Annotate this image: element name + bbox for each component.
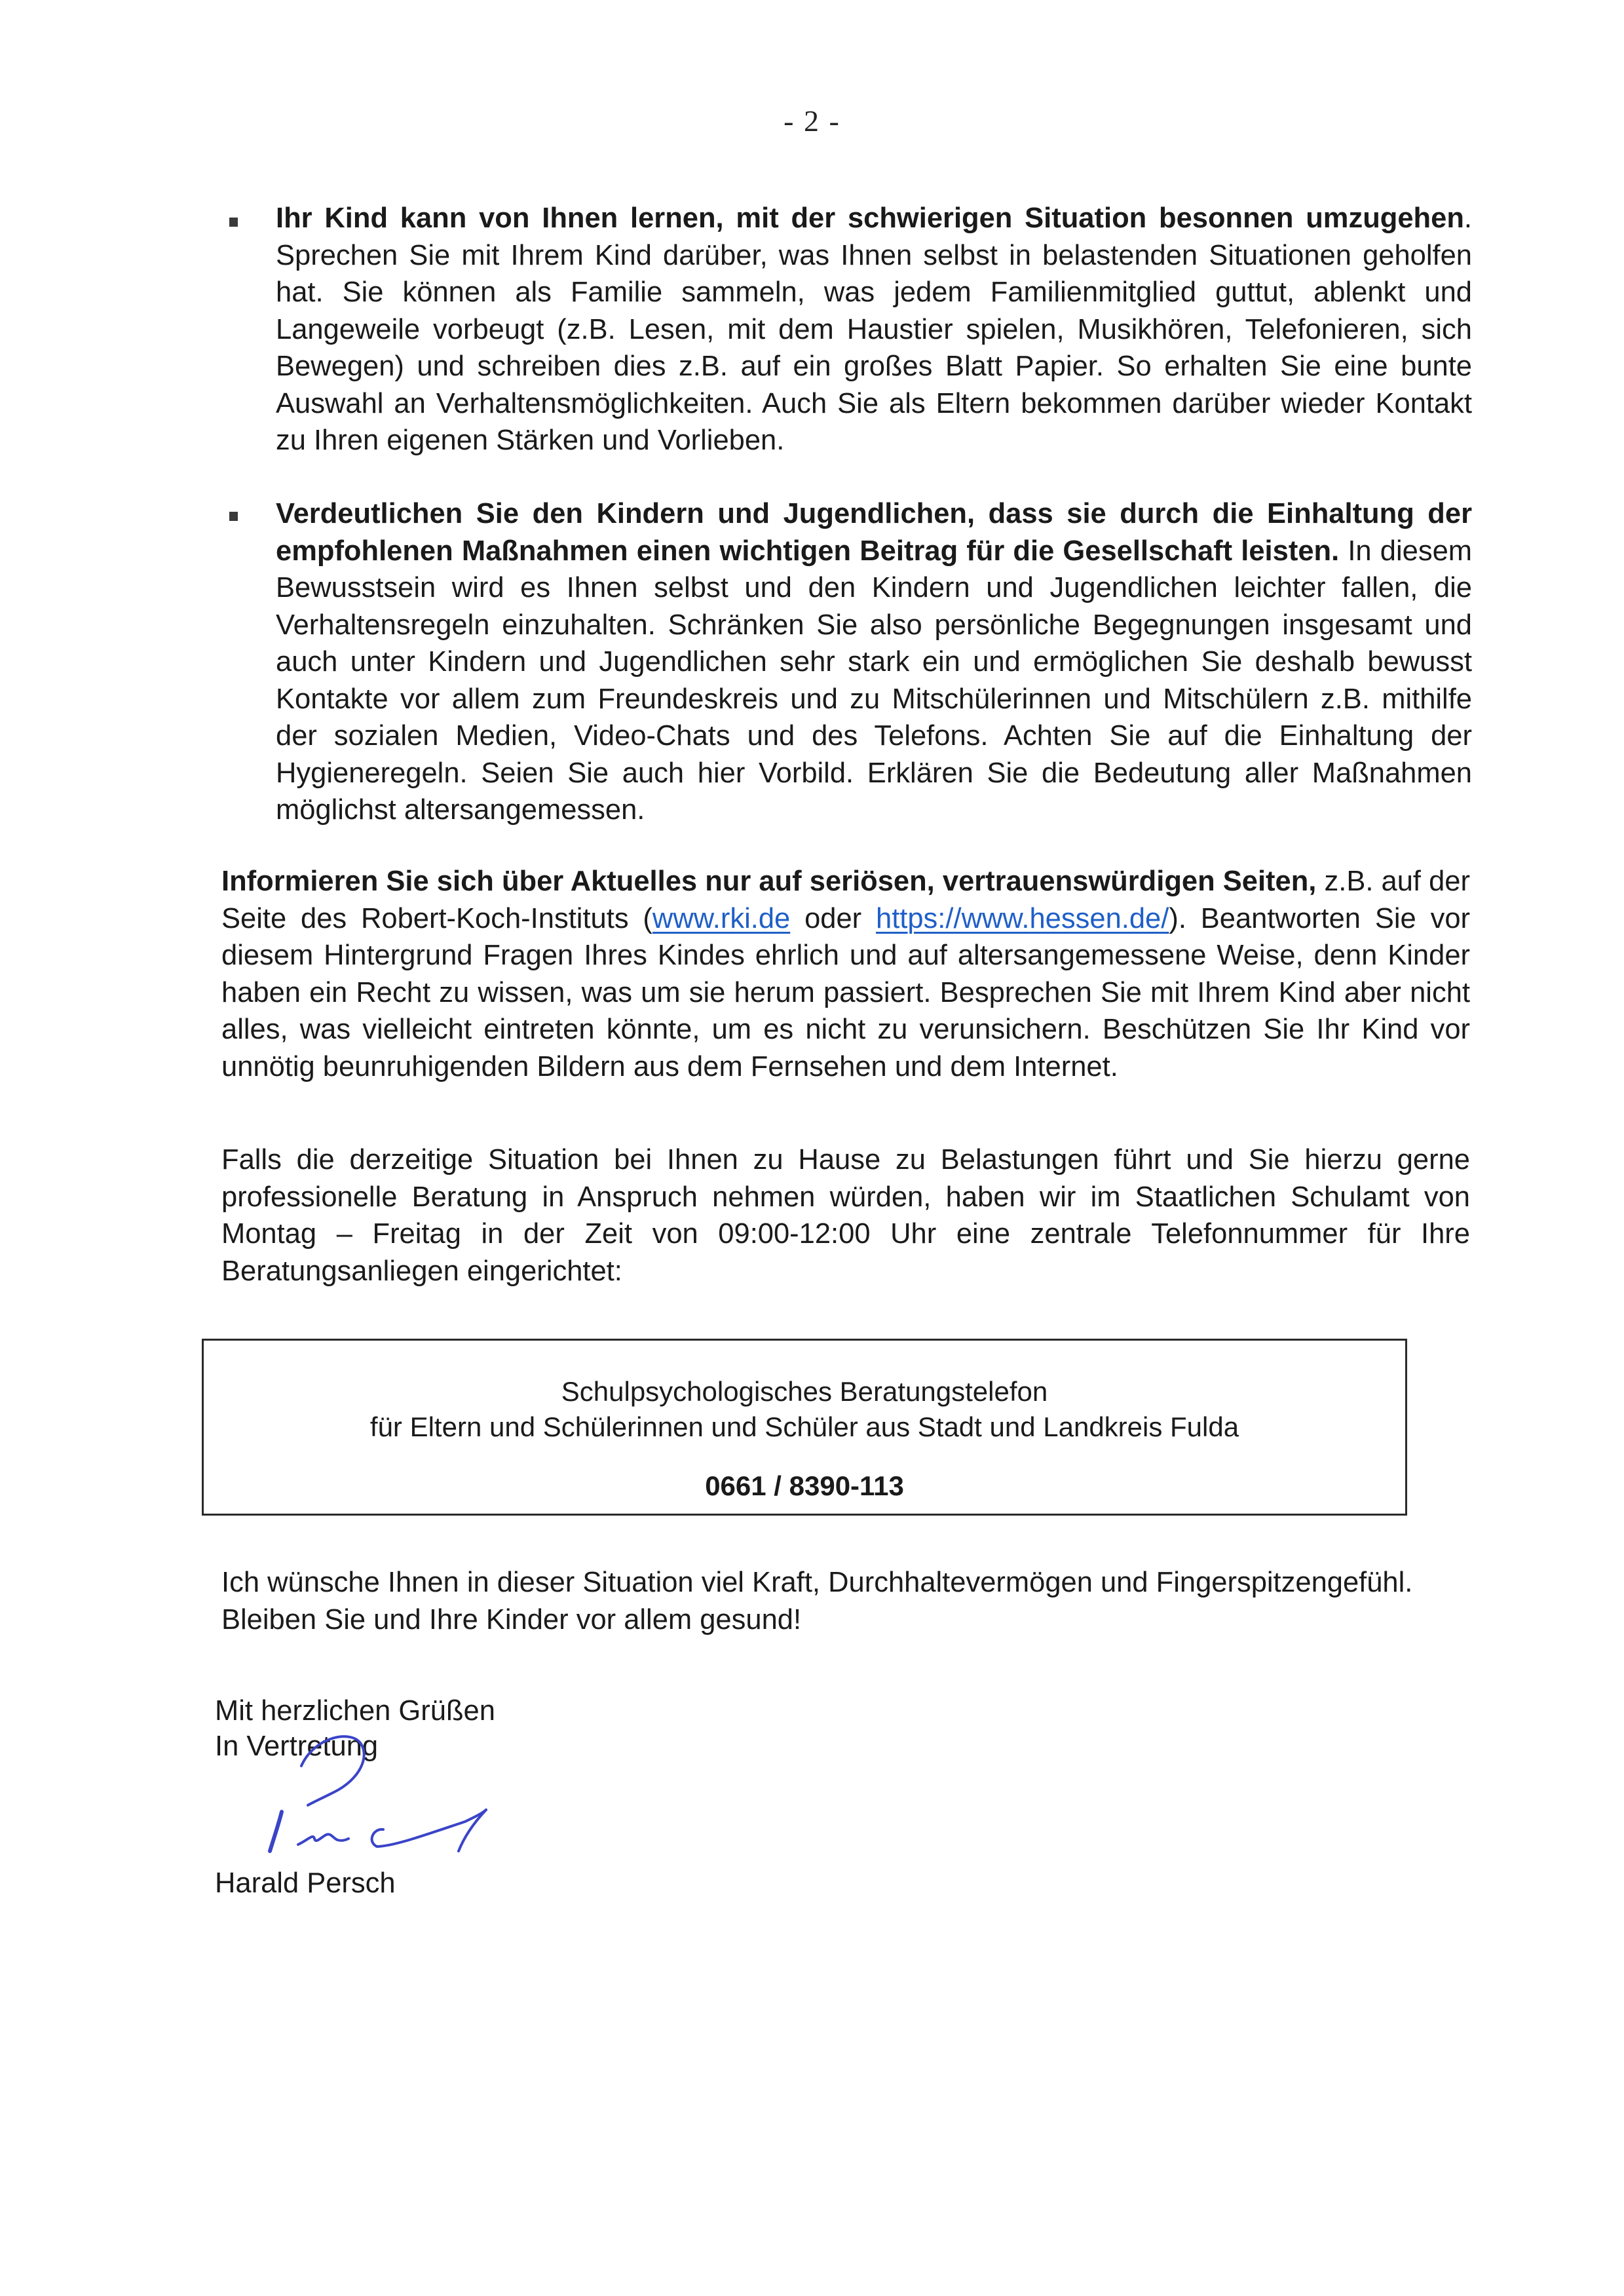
info-text-part: z.B. auf der Seite des Robert-Koch-Instituts ( — [221, 866, 1470, 934]
square-bullet-icon — [229, 512, 238, 521]
bullet-heading: Verdeutlichen Sie den Kindern und Jugendlichen, dass sie durch die Einhaltung der empfohlenen Maßnahmen einen wichtigen Beitrag für die Gesellschaft leisten. — [276, 498, 1472, 567]
bullet-text — [276, 495, 1472, 829]
hotline-title: Schulpsychologisches Beratungstelefon — [561, 1376, 1048, 1407]
hotline-box — [202, 1339, 1407, 1516]
bullet-heading: Ihr Kind kann von Ihnen lernen, mit der schwierigen Situation besonnen umzugehen — [276, 202, 1464, 234]
page-number: - 2 - — [784, 104, 840, 138]
bullet-item — [216, 495, 1474, 829]
bullet-item — [216, 200, 1474, 459]
info-text-part: oder — [790, 902, 876, 934]
rki-link[interactable]: www.rki.de — [652, 902, 791, 934]
hessen-link[interactable]: https://www.hessen.de/ — [876, 902, 1169, 934]
wish-text: Ich wünsche Ihnen in dieser Situation viel Kraft, Durchhaltevermögen und Fingerspitzengefühl. — [221, 1567, 1413, 1598]
bullet-body: . Sprechen Sie mit Ihrem Kind darüber, was Ihnen selbst in belastenden Situationen geholfen hat. Sie können als Familie sammeln, was jedem Familienmitglied guttut, ablenkt und Langeweile vorbeugt (z.B. Lesen, mit dem Haustier spielen, Musikhören, Telefonieren, sich Bewegen) und schreiben dies z.B. auf ein großes Blatt Papier. So erhalten Sie eine bunte Auswahl an Verhaltensmöglichkeiten. Auch Sie als Eltern bekommen darüber wieder Kontakt zu Ihren eigenen Stärken und Vorlieben. — [276, 202, 1472, 456]
bullet-body: In diesem Bewusstsein wird es Ihnen selbst und den Kindern und Jugendlichen leichter fallen, die Verhaltensregeln einzuhalten. Schränken Sie also persönliche Begegnungen insgesamt und auch unter Kindern und Jugendlichen sehr stark ein und ermöglichen Sie deshalb bewusst Kontakte vor allem zum Freundeskreis und zu Mitschülerinnen und Mitschülern z.B. mithilfe der sozialen Medien, Video-Chats und des Telefons. Achten Sie auf die Einhaltung der Hygieneregeln. Seien Sie auch hier Vorbild. Erklären Sie die Bedeutung aller Maßnahmen möglichst altersangemessen. — [276, 535, 1472, 826]
closing-greeting: Mit herzlichen Grüßen — [215, 1695, 495, 1727]
info-heading: Informieren Sie sich über Aktuelles nur auf seriösen, vertrauenswürdigen Seiten, — [221, 866, 1317, 897]
counseling-text: Falls die derzeitige Situation bei Ihnen zu Hause zu Belastungen führt und Sie hierzu gerne professionelle Beratung in Anspruch nehmen würden, haben wir im Staatlichen Schulamt von Montag – Freitag in der Zeit von 09:00-12:00 Uhr eine zentrale Telefonnummer für Ihre Beratungsanliegen eingerichtet: — [221, 1144, 1470, 1287]
stay-healthy-text: Bleiben Sie und Ihre Kinder vor allem gesund! — [221, 1603, 802, 1636]
handwritten-signature-icon — [236, 1717, 511, 1874]
info-paragraph — [221, 863, 1470, 1085]
hotline-phone-number: 0661 / 8390-113 — [705, 1470, 904, 1501]
square-bullet-icon — [229, 218, 238, 227]
counseling-paragraph — [221, 1141, 1470, 1290]
hotline-subtitle: für Eltern und Schülerinnen und Schüler aus Stadt und Landkreis Fulda — [369, 1411, 1239, 1442]
info-text — [221, 863, 1470, 1085]
signer-name: Harald Persch — [215, 1867, 396, 1899]
info-text-part: ). Beantworten Sie vor diesem Hintergrund Fragen Ihres Kindes ehrlich und auf altersangemessene Weise, denn Kinder haben ein Recht zu wissen, was um sie herum passiert. Besprechen Sie mit Ihrem Kind aber nicht alles, was vielleicht eintreten könnte, um es nicht zu verunsichern. Beschützen Sie Ihr Kind vor unnötig beunruhigenden Bildern aus dem Fernsehen und dem Internet. — [221, 902, 1470, 1082]
closing-role: In Vertretung — [215, 1731, 379, 1762]
closing-wish-paragraph — [221, 1564, 1470, 1638]
bullet-text — [276, 200, 1472, 459]
